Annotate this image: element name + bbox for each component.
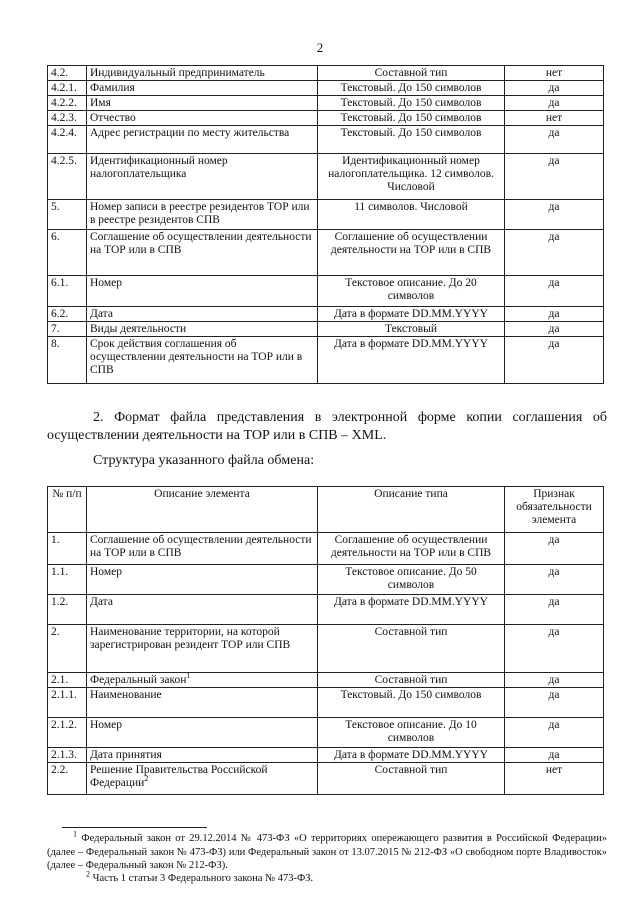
table-row (48, 96, 604, 111)
required-flag: да (505, 595, 604, 625)
type-description: Текстовый. До 150 символов (318, 126, 505, 154)
footnote-ref-2: 2 (144, 774, 149, 784)
header-type: Описание типа (318, 487, 505, 533)
element-description: Номер (87, 565, 318, 595)
required-flag: да (505, 96, 604, 111)
header-description: Описание элемента (87, 487, 318, 533)
page-number: 2 (316, 40, 324, 55)
footnote-separator (62, 827, 207, 828)
header-number: № п/п (48, 487, 87, 533)
type-description: Текстовый. До 150 символов (318, 81, 505, 96)
required-flag: да (505, 154, 604, 200)
table-row (48, 533, 604, 565)
row-number: 4.2.1. (48, 81, 87, 96)
element-description: Имя (87, 96, 318, 111)
type-description: Текстовое описание. До 10 символов (318, 718, 505, 748)
table-row (48, 307, 604, 322)
row-number: 4.2.4. (48, 126, 87, 154)
table-row (48, 673, 604, 688)
table-row (48, 154, 604, 200)
type-description: Соглашение об осуществлении деятельности на ТОР или в СПВ (318, 533, 505, 565)
row-number: 1. (48, 533, 87, 565)
footnote-1 (47, 829, 607, 873)
table-row (48, 718, 604, 748)
required-flag: да (505, 337, 604, 384)
type-description: Составной тип (318, 673, 505, 688)
table-row (48, 66, 604, 81)
element-text: Федеральный закон (90, 674, 187, 686)
type-description: Дата в формате DD.MM.YYYY (318, 307, 505, 322)
footnote-ref-1: 1 (186, 671, 191, 681)
required-flag: да (505, 276, 604, 307)
type-description: Соглашение об осуществлении деятельности на ТОР или в СПВ (318, 230, 505, 276)
table-row (48, 81, 604, 96)
required-flag: да (505, 533, 604, 565)
element-description: Соглашение об осуществлении деятельности на ТОР или в СПВ (87, 533, 318, 565)
type-description: Составной тип (318, 66, 505, 81)
element-description: Виды деятельности (87, 322, 318, 337)
element-description: Номер (87, 718, 318, 748)
type-description: Текстовый. До 150 символов (318, 111, 505, 126)
row-number: 4.2. (48, 66, 87, 81)
row-number: 6.1. (48, 276, 87, 307)
table-row (48, 126, 604, 154)
table-row (48, 625, 604, 673)
table-row (48, 595, 604, 625)
element-description: Отчество (87, 111, 318, 126)
table-row (48, 111, 604, 126)
element-description: Дата (87, 307, 318, 322)
table-row (48, 337, 604, 384)
required-flag: да (505, 673, 604, 688)
type-description: Составной тип (318, 625, 505, 673)
type-description: Текстовый. До 150 символов (318, 96, 505, 111)
element-description: Фамилия (87, 81, 318, 96)
row-number: 5. (48, 200, 87, 230)
type-description: Дата в формате DD.MM.YYYY (318, 337, 505, 384)
table-row (48, 565, 604, 595)
type-description: Составной тип (318, 763, 505, 795)
table-row (48, 230, 604, 276)
row-number: 8. (48, 337, 87, 384)
structure-intro: Структура указанного файла обмена: (93, 453, 315, 468)
row-number: 6. (48, 230, 87, 276)
required-flag: да (505, 322, 604, 337)
type-description: Текстовый. До 150 символов (318, 688, 505, 718)
section-2-paragraph: 2. Формат файла представления в электронной форме копии соглашения об осуществлении деятельности на ТОР или в СПВ – XML. (47, 410, 607, 443)
element-description: Идентификационный номер налогоплательщика (87, 154, 318, 200)
row-number: 7. (48, 322, 87, 337)
row-number: 2.1.1. (48, 688, 87, 718)
footnote-2-text: Часть 1 статьи 3 Федерального закона № 473-ФЗ. (92, 873, 314, 884)
xml-structure-table (47, 486, 604, 795)
element-description: Наименование (87, 688, 318, 718)
required-flag: да (505, 126, 604, 154)
required-flag: нет (505, 111, 604, 126)
table-row (48, 322, 604, 337)
required-flag: да (505, 625, 604, 673)
element-description: Срок действия соглашения об осуществлении деятельности на ТОР или в СПВ (87, 337, 318, 384)
element-text: Решение Правительства Российской Федерации (90, 764, 268, 789)
required-flag: нет (505, 66, 604, 81)
type-description: Текстовое описание. До 50 символов (318, 565, 505, 595)
row-number: 1.2. (48, 595, 87, 625)
element-description: Дата (87, 595, 318, 625)
footnote-2 (86, 869, 606, 886)
table-row (48, 763, 604, 795)
footnote-2-marker: 2 (86, 869, 90, 879)
row-number: 2.2. (48, 763, 87, 795)
type-description: Дата в формате DD.MM.YYYY (318, 748, 505, 763)
table-row (48, 276, 604, 307)
element-description: Адрес регистрации по месту жительства (87, 126, 318, 154)
footnote-1-text: Федеральный закон от 29.12.2014 № 473-ФЗ «О территориях опережающего развития в Российской Федерации» (далее – Федеральный закон № 473-ФЗ) или Федеральный закон от 13.07.2015 № 212-ФЗ «О свободном порте Владивосток» (далее – Федеральный закон № 212-ФЗ). (47, 833, 607, 871)
footnote-1-marker: 1 (73, 829, 77, 839)
required-flag: да (505, 718, 604, 748)
row-number: 2.1.3. (48, 748, 87, 763)
table-row (48, 200, 604, 230)
row-number: 2.1. (48, 673, 87, 688)
type-description: Текстовый (318, 322, 505, 337)
type-description: 11 символов. Числовой (318, 200, 505, 230)
table-header-row (48, 487, 604, 533)
fields-table-continued (47, 65, 604, 384)
element-description: Дата принятия (87, 748, 318, 763)
row-number: 1.1. (48, 565, 87, 595)
table-row (48, 688, 604, 718)
element-description (87, 673, 318, 688)
element-description: Наименование территории, на которой зарегистрирован резидент ТОР или СПВ (87, 625, 318, 673)
required-flag: да (505, 748, 604, 763)
required-flag: нет (505, 763, 604, 795)
required-flag: да (505, 200, 604, 230)
required-flag: да (505, 565, 604, 595)
required-flag: да (505, 688, 604, 718)
element-description: Номер записи в реестре резидентов ТОР или в реестре резидентов СПВ (87, 200, 318, 230)
row-number: 6.2. (48, 307, 87, 322)
header-required: Признак обязательности элемента (505, 487, 604, 533)
element-description: Соглашение об осуществлении деятельности на ТОР или в СПВ (87, 230, 318, 276)
row-number: 4.2.5. (48, 154, 87, 200)
required-flag: да (505, 81, 604, 96)
element-description: Номер (87, 276, 318, 307)
type-description: Текстовое описание. До 20 символов (318, 276, 505, 307)
type-description: Дата в формате DD.MM.YYYY (318, 595, 505, 625)
element-description (87, 763, 318, 795)
required-flag: да (505, 307, 604, 322)
row-number: 4.2.3. (48, 111, 87, 126)
table-row (48, 748, 604, 763)
row-number: 2. (48, 625, 87, 673)
element-description: Индивидуальный предприниматель (87, 66, 318, 81)
row-number: 2.1.2. (48, 718, 87, 748)
type-description: Идентификационный номер налогоплательщика. 12 символов. Числовой (318, 154, 505, 200)
row-number: 4.2.2. (48, 96, 87, 111)
required-flag: да (505, 230, 604, 276)
